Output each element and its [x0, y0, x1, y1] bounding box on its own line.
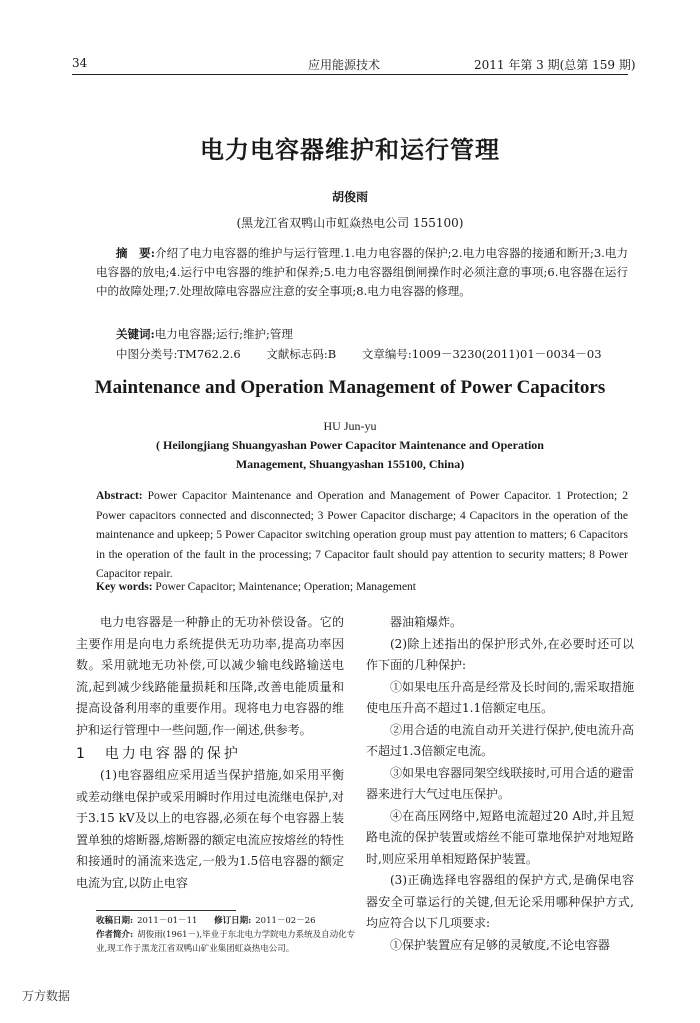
english-title: Maintenance and Operation Management of Power Capacitors: [94, 377, 606, 398]
right-paragraph-3: ②用合适的电流自动开关进行保护,使电流升高不超过1.3倍额定电流。: [366, 722, 634, 758]
issue-info: 2011 年第 3 期(总第 159 期): [474, 58, 636, 72]
article-title: 电力电容器维护和运行管理: [200, 135, 500, 164]
english-affiliation: [0, 436, 700, 474]
body-right-column: [366, 612, 634, 956]
abstract-cn: [96, 244, 628, 301]
abstract-en: [96, 487, 628, 585]
intro-paragraph: 电力电容器是一种静止的无功补偿设备。它的主要作用是向电力系统提供无功功率,提高功率因数。采用就地无功补偿,可以减少输电线路输送电流,起到减少线路能量损耗和压降,改善电能质量和提高设备利用率的重要作用。现将电力电容器的维护和运行管理中一些问题,作一阐述,供参考。: [76, 615, 344, 737]
bio-label: 作者简介:: [96, 930, 134, 940]
english-abstract-text: Power Capacitor Maintenance and Operation and Management of Power Capacitor. 1 Protection; 2 Power capacitors connected and disconnected; 3 Power Capacitor discharge; 4 Capacitors in the operation of the maintenance and upkeep; 5 Power Capacitor switching operation group must pay attention to matters; 6 Capacitors in the operation of the fault in the processing; 7 Capacitor fault should pay attention to security matters; 8 Power Capacitor repair.: [96, 490, 628, 580]
abstract-label: 摘 要:: [116, 246, 155, 260]
english-author: HU Jun-yu: [323, 419, 377, 433]
english-keywords-label: Key words:: [96, 581, 153, 593]
right-paragraph-7: ①保护装置应有足够的灵敏度,不论电容器: [390, 937, 610, 952]
watermark-text: 万方数据: [22, 989, 71, 1003]
keywords-en: [96, 581, 416, 593]
received-date: 2011－01－11: [137, 916, 198, 926]
article-number: 文章编号:1009－3230(2011)01－0034－03: [361, 347, 602, 361]
section-heading-1: 1 电力电容器的保护: [76, 746, 241, 762]
journal-name: 应用能源技术: [308, 58, 381, 72]
english-affiliation-line1: ( Heilongjiang Shuangyashan Power Capacitor Maintenance and Operation: [156, 438, 544, 452]
footnote-bio: [96, 928, 358, 956]
footnote-rule: [96, 910, 236, 911]
section1-paragraph: (1)电容器组应采用适当保护措施,如采用平衡或差动继电保护或采用瞬时作用过电流继电保护,对于3.15 kV及以上的电容器,必须在每个电容器上装置单独的熔断器,熔断器的额定电流应按熔丝的特性和接通时的涌流来选定,一般为1.5倍电容器的额定电流为宜,以防止电容: [76, 768, 344, 890]
clc-number: 中图分类号:TM762.2.6: [116, 347, 241, 361]
right-paragraph-6: (3)正确选择电容器组的保护方式,是确保电容器安全可靠运行的关键,但无论采用哪种保护方式,均应符合以下几项要求:: [366, 873, 634, 930]
document-code: 文献标志码:B: [266, 347, 337, 361]
received-label: 收稿日期:: [96, 916, 134, 926]
revised-date: 2011－02－26: [255, 916, 316, 926]
right-paragraph-4: ③如果电容器同架空线联接时,可用合适的避雷器来进行大气过电压保护。: [366, 765, 634, 801]
abstract-text: 介绍了电力电容器的维护与运行管理.1.电力电容器的保护;2.电力电容器的接通和断开;3.电力电容器的放电;4.运行中电容器的维护和保养;5.电力电容器组倒闸操作时必须注意的事项;6.电容器在运行中的故障处理;7.处理故障电容器应注意的安全事项;8.电力电容器的修理。: [96, 246, 628, 298]
revised-label: 修订日期:: [214, 916, 252, 926]
right-paragraph-2: ①如果电压升高是经常及长时间的,需采取措施使电压升高不超过1.1倍额定电压。: [366, 679, 634, 715]
right-paragraph-0: 器油箱爆炸。: [390, 615, 463, 629]
keywords-cn: [116, 326, 293, 342]
english-keywords-text: Power Capacitor; Maintenance; Operation; Management: [155, 581, 416, 593]
body-left-column: [76, 612, 344, 894]
author-name: 胡俊雨: [331, 190, 368, 204]
page-number: 34: [72, 56, 88, 70]
right-paragraph-5: ④在高压网络中,短路电流超过20 A时,并且短路电流的保护装置或熔丝不能可靠地保护对地短路时,则应采用单相短路保护装置。: [366, 808, 634, 866]
keywords-label: 关键词:: [116, 327, 155, 341]
right-paragraph-1: (2)除上述指出的保护形式外,在必要时还可以作下面的几种保护:: [366, 636, 634, 672]
classification-line: [116, 346, 636, 362]
keywords-text: 电力电容器;运行;维护;管理: [154, 327, 293, 341]
bio-text: 胡俊雨(1961－),毕业于东北电力学院电力系统及自动化专业,现工作于黑龙江省双鸭山矿业集团虹焱热电公司。: [96, 930, 356, 954]
footnote-dates: [96, 914, 358, 928]
author-affiliation: (黑龙江省双鸭山市虹焱热电公司 155100): [236, 216, 464, 230]
footnote: [96, 914, 358, 956]
english-affiliation-line2: Management, Shuangyashan 155100, China): [235, 457, 465, 471]
header-rule: [72, 74, 628, 75]
english-abstract-label: Abstract:: [96, 490, 143, 502]
